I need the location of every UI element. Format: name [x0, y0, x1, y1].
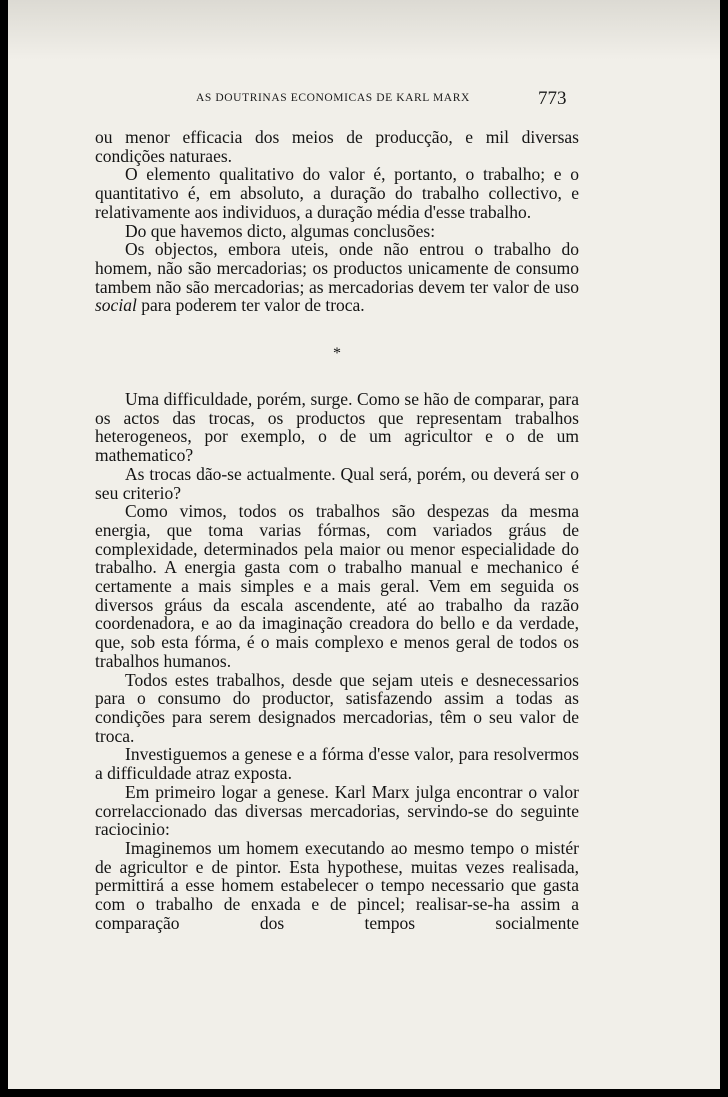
body-text — [95, 128, 579, 932]
paragraph-9: Investiguemos a genese e a fórma d'esse valor, para resolvermos a difficuldade atraz exposta. — [95, 744, 579, 784]
page-number: 773 — [538, 88, 567, 109]
paragraph-6: As trocas dão-se actualmente. Qual será, porém, ou deverá ser o seu criterio? — [95, 463, 579, 503]
section-separator: * — [333, 345, 341, 363]
paragraph-5: Uma difficuldade, porém, surge. Como se hão de comparar, para os actos das trocas, os productos que representam trabalhos heterogeneos, por exemplo, o de um agricultor e o de um mathematico? — [95, 389, 579, 466]
page-header — [8, 90, 720, 110]
paragraph-8: Todos estes trabalhos, desde que sejam uteis e desnecessarios para o consumo do productor, satisfazendo assim a todas as condições para serem designados mercadorias, têm o seu valor de troca. — [95, 669, 579, 746]
paragraph-11: Imaginemos um homem executando ao mesmo tempo o mistér de agricultor e de pintor. Esta hypothese, muitas vezes realisada, permittirá a esse homem estabelecer o tempo necessario que gasta com o trabalho de enxada e de pincel; realisar-se-ha assim a comparação dos tempos socialmente — [95, 837, 579, 933]
paragraph-4-text-a: Os objectos, embora uteis, onde não entrou o trabalho do homem, não são mercadorias; os productos unicamente de consumo tambem não são mercadorias; as mercadorias devem ter valor de uso — [95, 239, 579, 297]
paragraph-3: Do que havemos dicto, algumas conclusões: — [125, 220, 436, 241]
paragraph-10: Em primeiro logar a genese. Karl Marx julga encontrar o valor correlaccionado das diversas mercadorias, servindo-se do seguinte raciocinio: — [95, 781, 579, 840]
paragraph-4-text-b: para poderem ter valor de troca. — [136, 295, 365, 316]
paragraph-2: O elemento qualitativo do valor é, portanto, o trabalho; e o quantitativo é, em absoluto, a duração do trabalho collectivo, e relativamente aos individuos, a duração média d'esse trabalho. — [95, 164, 579, 222]
paragraph-1: ou menor efficacia dos meios de producção, e mil diversas condições naturaes. — [95, 127, 579, 166]
paragraph-7: Como vimos, todos os trabalhos são despezas da mesma energia, que toma varias fórmas, com variados gráus de complexidade, determinados pela maior ou menor especialidade do trabalho. A energia gasta com o trabalho manual e mechanico é certamente a mais simples e a mais geral. Vem em seguida os diversos gráus da escala ascendente, até ao trabalho da razão coordenadora, e ao da imaginação creadora do bello e da verdade, que, sob esta fórma, é o mais complexo e menos geral de todos os trabalhos humanos. — [95, 501, 579, 671]
paragraph-4 — [95, 240, 579, 315]
book-page — [8, 0, 720, 1089]
paragraph-4-italic: social — [95, 295, 137, 316]
running-title: AS DOUTRINAS ECONOMICAS DE KARL MARX — [196, 92, 470, 104]
